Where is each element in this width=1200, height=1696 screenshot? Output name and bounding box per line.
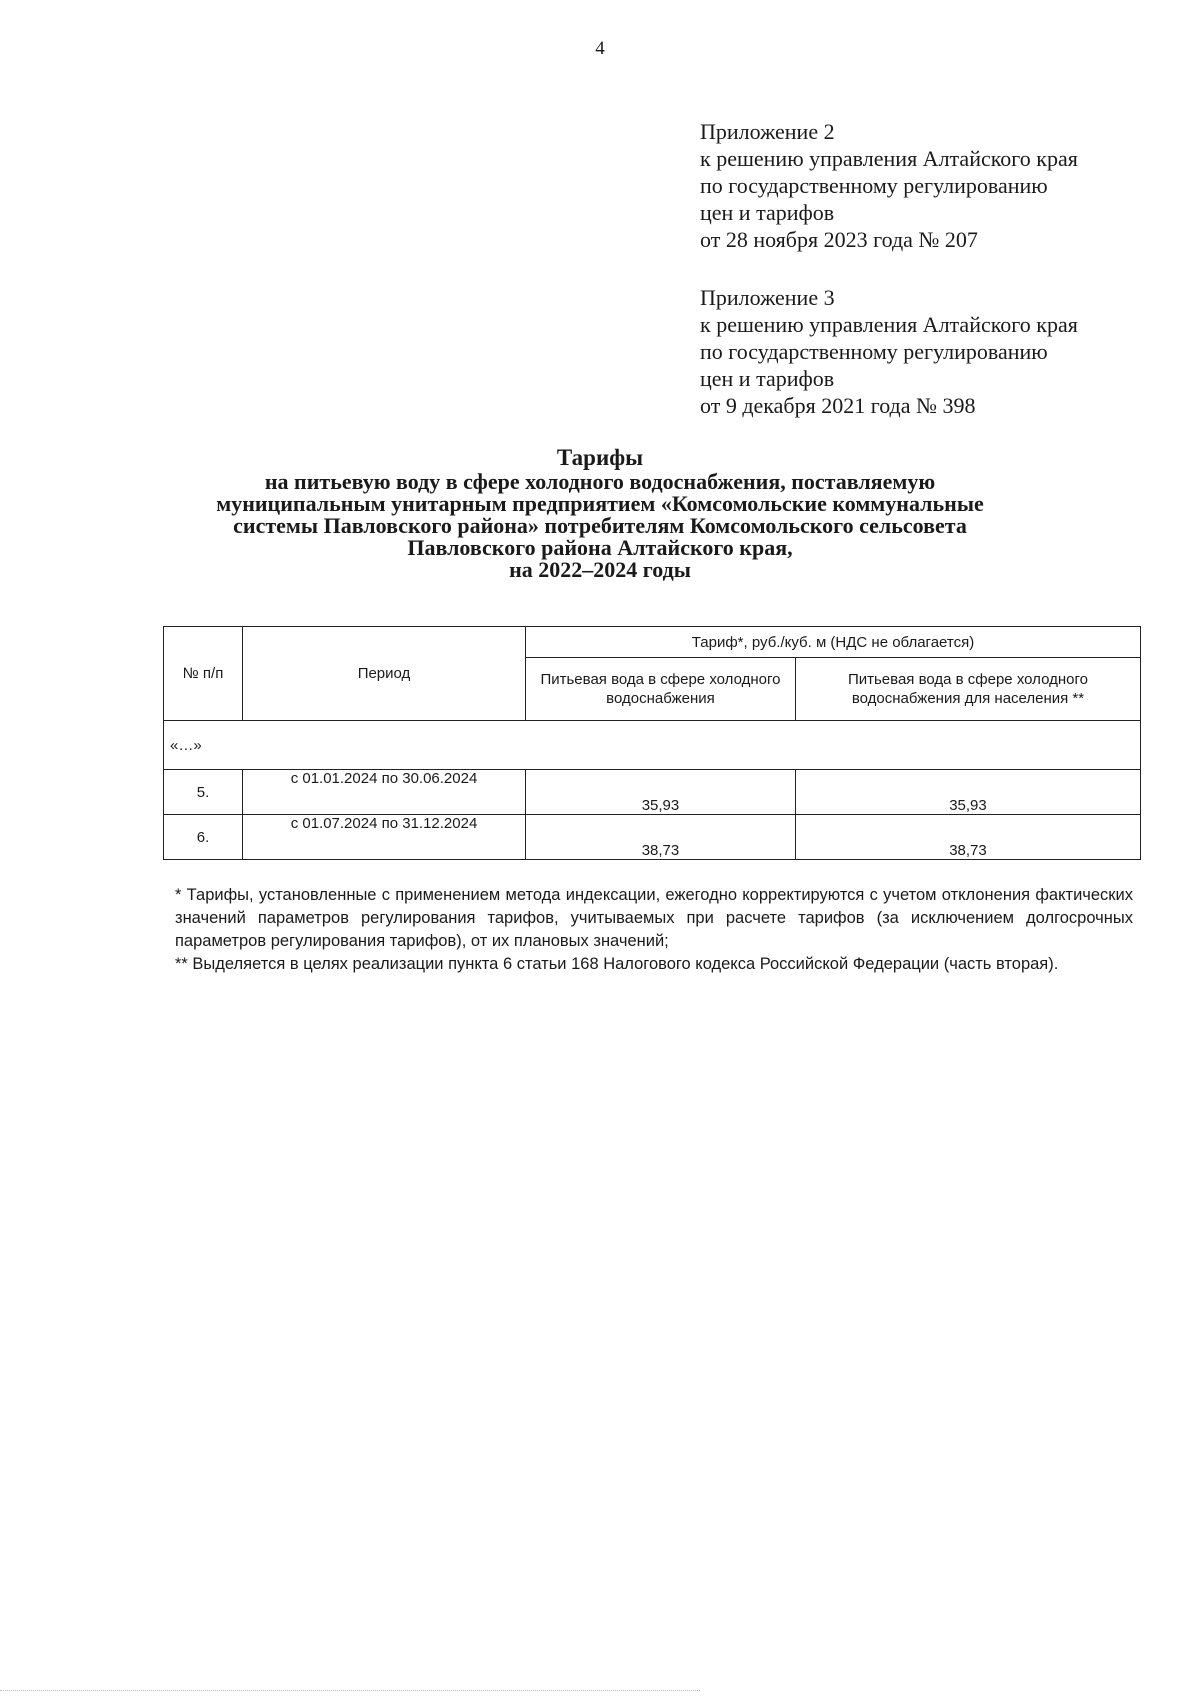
table-row xyxy=(164,770,1141,815)
title-line: системы Павловского района» потребителям Комсомольского сельсовета xyxy=(233,513,967,538)
title-line: на питьевую воду в сфере холодного водоснабжения, поставляемую xyxy=(264,469,936,494)
appendix-3-block xyxy=(700,284,1078,419)
table-row-ellipsis xyxy=(164,721,1141,770)
appendix-2-block xyxy=(700,118,1078,253)
appendix-2-line: Приложение 2 xyxy=(700,119,835,144)
row-value-population-cell: 35,93 xyxy=(795,770,1140,815)
appendix-3-line: цен и тарифов xyxy=(700,366,835,391)
footnotes xyxy=(175,884,1133,976)
tariff-table xyxy=(163,626,1141,860)
page-number: 4 xyxy=(595,38,605,59)
header-drinking-water-population: Питьевая вода в сфере холодного водоснабжения для населения ** xyxy=(795,658,1140,721)
title-line: Павловского района Алтайского края, xyxy=(407,535,793,560)
table-row xyxy=(164,815,1141,860)
row-value-cell: 35,93 xyxy=(526,770,796,815)
title-line: муниципальным унитарным предприятием «Комсомольские коммунальные xyxy=(216,491,984,516)
appendix-3-line: к решению управления Алтайского края xyxy=(700,312,1078,337)
appendix-3-line: по государственному регулированию xyxy=(700,339,1048,364)
row-period-cell: с 01.07.2024 по 31.12.2024 xyxy=(243,815,526,860)
row-period-cell: с 01.01.2024 по 30.06.2024 xyxy=(243,770,526,815)
scan-edge-line xyxy=(0,1690,700,1691)
footnote-2: ** Выделяется в целях реализации пункта 6 статьи 168 Налогового кодекса Российской Федерации (часть вторая). xyxy=(175,955,1059,973)
header-drinking-water: Питьевая вода в сфере холодного водоснабжения xyxy=(526,658,796,721)
row-value-cell: 38,73 xyxy=(526,815,796,860)
appendix-3-line: от 9 декабря 2021 года № 398 xyxy=(700,393,976,418)
appendix-2-line: к решению управления Алтайского края xyxy=(700,146,1078,171)
appendix-2-line: цен и тарифов xyxy=(700,200,835,225)
title-line: на 2022–2024 годы xyxy=(509,557,691,582)
appendix-3-line: Приложение 3 xyxy=(700,285,835,310)
footnote-1: * Тарифы, установленные с применением метода индексации, ежегодно корректируются с учетом отклонения фактических значений параметров регулирования тарифов, учитываемых при расчете тарифов (за исключением долгосрочных параметров регулирования тарифов), от их плановых значений; xyxy=(175,886,1133,950)
document-title xyxy=(150,445,1050,581)
appendix-2-line: по государственному регулированию xyxy=(700,173,1048,198)
header-period: Период xyxy=(243,627,526,721)
ellipsis-cell: «…» xyxy=(164,721,1141,770)
row-number-cell: 6. xyxy=(164,815,243,860)
table-header-row xyxy=(164,627,1141,658)
row-number-cell: 5. xyxy=(164,770,243,815)
appendix-2-line: от 28 ноября 2023 года № 207 xyxy=(700,227,978,252)
header-tariff-group: Тариф*, руб./куб. м (НДС не облагается) xyxy=(526,627,1141,658)
header-number: № п/п xyxy=(164,627,243,721)
title-main: Тарифы xyxy=(556,445,644,470)
row-value-population-cell: 38,73 xyxy=(795,815,1140,860)
